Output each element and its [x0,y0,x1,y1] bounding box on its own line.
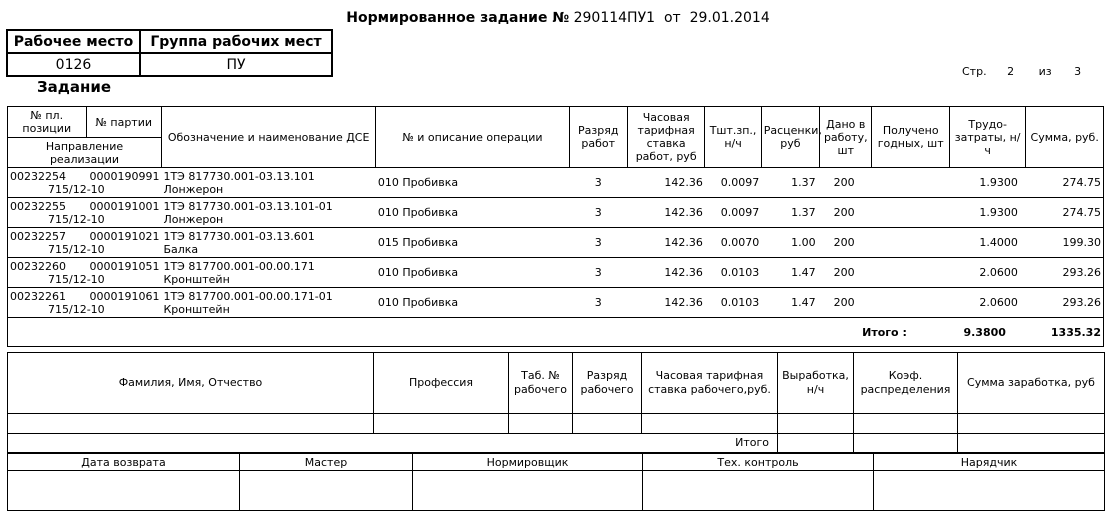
received-cell [872,228,949,258]
workplace-table [6,29,333,77]
section-title: Задание [37,78,112,96]
workplace-header: Рабочее место [7,30,140,53]
dse-cell [161,168,375,198]
col-tab-number: Таб. № рабочего [509,353,573,414]
sum-cell: 274.75 [1026,198,1104,228]
col-labor: Трудо-затраты, н/ч [949,107,1025,168]
sig-dispatcher: Нарядчик [874,454,1105,471]
batch-value: 0000191051 [89,259,160,273]
sum-cell: 293.26 [1026,288,1104,318]
pos-batch-cell [8,168,162,198]
col-batch: № партии [86,107,161,138]
dse-code: 1ТЭ 817700.001-00.00.171 [163,259,315,273]
page-label: Стр. [962,65,987,78]
signatures-table [7,453,1105,511]
sum-cell: 199.30 [1026,228,1104,258]
worker-entry-row [8,414,1105,434]
direction-value: 715/12-10 [48,182,105,196]
page-total: 3 [1074,65,1082,78]
total-row [8,318,1104,347]
operation-cell: 015 Пробивка [376,228,569,258]
sig-normer: Нормировщик [413,454,643,471]
pos-value: 00232255 [10,199,66,213]
batch-value: 0000191061 [89,289,160,303]
pos-batch-cell [8,198,162,228]
grade-cell: 3 [569,288,627,318]
dse-name: Кронштейн [163,302,230,316]
rate-cell: 142.36 [627,198,704,228]
pos-value: 00232254 [10,169,66,183]
labor-cell: 1.4000 [949,228,1025,258]
batch-value: 0000191021 [89,229,160,243]
rate-cell: 142.36 [627,288,704,318]
total-label: Итого : [820,318,950,347]
dse-name: Лонжерон [163,182,224,196]
col-profession: Профессия [374,353,509,414]
rate-cell: 142.36 [627,258,704,288]
direction-value: 715/12-10 [48,212,105,226]
labor-cell: 1.9300 [949,198,1025,228]
workers-total-row [8,434,1105,453]
col-tpc: Тшт.зп., н/ч [705,107,761,168]
workers-table [7,352,1105,453]
title-from: от [663,10,681,26]
tpc-cell: 0.0097 [705,198,761,228]
grade-cell: 3 [569,198,627,228]
sum-cell: 293.26 [1026,258,1104,288]
sig-qc: Тех. контроль [643,454,874,471]
given-cell: 200 [820,228,872,258]
operation-cell: 010 Пробивка [376,168,569,198]
tpc-cell: 0.0097 [705,168,761,198]
dse-code: 1ТЭ 817730.001-03.13.101 [163,169,315,183]
given-cell: 200 [820,258,872,288]
table-row [8,228,1104,258]
dse-name: Балка [163,242,199,256]
col-worker-rate: Часовая тарифная ставка рабочего,руб. [642,353,778,414]
tpc-cell: 0.0103 [705,258,761,288]
col-earnings: Сумма заработка, руб [958,353,1105,414]
direction-value: 715/12-10 [48,242,105,256]
direction-value: 715/12-10 [48,302,105,316]
rate-cell: 142.36 [627,228,704,258]
pos-batch-cell [8,288,162,318]
grade-cell: 3 [569,258,627,288]
col-coef: Коэф. распределения [854,353,958,414]
price-cell: 1.47 [761,258,819,288]
col-grade: Разряд работ [569,107,627,168]
col-given: Дано в работу, шт [820,107,872,168]
title-label: Нормированное задание № [346,10,570,26]
sum-cell: 274.75 [1026,168,1104,198]
dse-cell [161,228,375,258]
task-number: 290114ПУ1 [573,10,656,26]
batch-value: 0000191001 [89,199,160,213]
given-cell: 200 [820,288,872,318]
tpc-cell: 0.0070 [705,228,761,258]
task-date: 29.01.2014 [689,10,770,26]
dse-code: 1ТЭ 817700.001-00.00.171-01 [163,289,333,303]
workgroup-value: ПУ [140,53,332,76]
workgroup-header: Группа рабочих мест [140,30,332,53]
signature-fields-row [8,471,1105,511]
received-cell [872,168,949,198]
col-direction: Направление реализации [8,138,162,168]
price-cell: 1.00 [761,228,819,258]
dse-cell [161,258,375,288]
received-cell [872,288,949,318]
price-cell: 1.47 [761,288,819,318]
dse-cell [161,198,375,228]
document-title [0,10,1116,26]
dse-name: Лонжерон [163,212,224,226]
workers-total-label: Итого [8,434,778,453]
page-current: 2 [1007,65,1015,78]
page-info [962,65,1081,78]
received-cell [872,198,949,228]
direction-value: 715/12-10 [48,272,105,286]
sig-return-date: Дата возврата [8,454,240,471]
total-labor: 9.3800 [949,318,1025,347]
operation-cell: 010 Пробивка [376,288,569,318]
pos-batch-cell [8,228,162,258]
rate-cell: 142.36 [627,168,704,198]
col-price: Расценки, руб [761,107,819,168]
page-of: из [1038,65,1052,78]
table-row [8,168,1104,198]
grade-cell: 3 [569,228,627,258]
dse-code: 1ТЭ 817730.001-03.13.601 [163,229,315,243]
operation-cell: 010 Пробивка [376,198,569,228]
total-sum: 1335.32 [1026,318,1104,347]
price-cell: 1.37 [761,198,819,228]
labor-cell: 2.0600 [949,288,1025,318]
sig-master: Мастер [240,454,413,471]
col-fio: Фамилия, Имя, Отчество [8,353,374,414]
pos-value: 00232257 [10,229,66,243]
dse-name: Кронштейн [163,272,230,286]
col-operation: № и описание операции [376,107,569,168]
price-cell: 1.37 [761,168,819,198]
batch-value: 0000190991 [89,169,160,183]
col-worker-grade: Разряд рабочего [573,353,642,414]
dse-cell [161,288,375,318]
received-cell [872,258,949,288]
table-row [8,288,1104,318]
pos-batch-cell [8,258,162,288]
pos-value: 00232260 [10,259,66,273]
dse-code: 1ТЭ 817730.001-03.13.101-01 [163,199,333,213]
pos-value: 00232261 [10,289,66,303]
workplace-value: 0126 [7,53,140,76]
col-received: Получено годных, шт [872,107,949,168]
col-rate: Часовая тарифная ставка работ, руб [627,107,704,168]
task-table [7,106,1104,347]
operation-cell: 010 Пробивка [376,258,569,288]
col-output: Выработка, н/ч [778,353,854,414]
labor-cell: 1.9300 [949,168,1025,198]
given-cell: 200 [820,198,872,228]
table-row [8,258,1104,288]
col-sum: Сумма, руб. [1026,107,1104,168]
labor-cell: 2.0600 [949,258,1025,288]
grade-cell: 3 [569,168,627,198]
col-pos: № пл. позиции [8,107,87,138]
given-cell: 200 [820,168,872,198]
table-row [8,198,1104,228]
col-dse: Обозначение и наименование ДСЕ [161,107,375,168]
tpc-cell: 0.0103 [705,288,761,318]
